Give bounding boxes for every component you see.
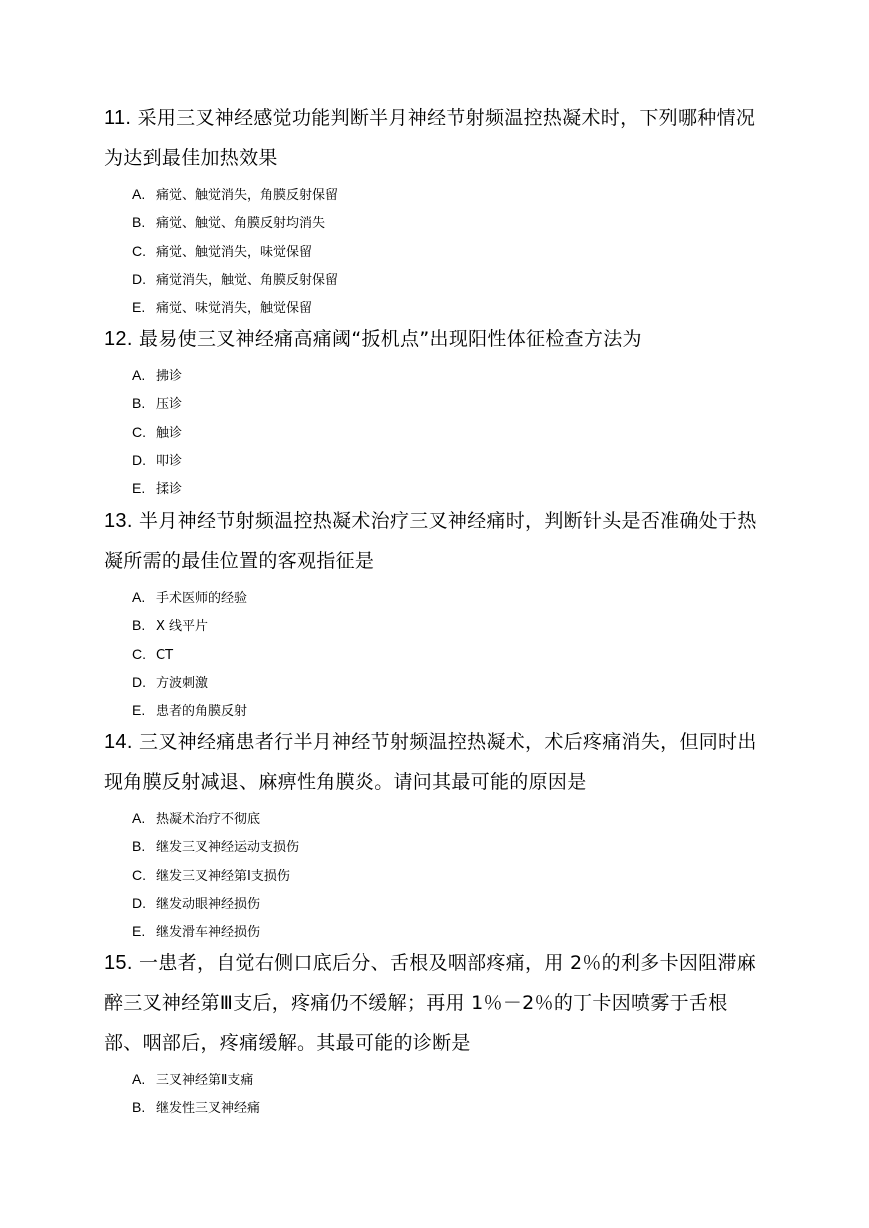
question-text: 一患者，自觉右侧口底后分、舌根及咽部疼痛，用 2％的利多卡因阻滞麻醉三叉神经第Ⅲ支后，疼痛仍不缓解；再用 1％－2％的丁卡因喷雾于舌根部、咽部后，疼痛缓解。其最可能的诊断是 [104,952,757,1054]
option-letter: B. [132,617,146,634]
option-text: 拂诊 [156,369,183,384]
option-list [104,1065,759,1122]
question-12 [104,319,759,502]
option-text: X 线平片 [156,619,209,635]
question-14 [104,722,759,945]
option-text: 痛觉、触觉、角膜反射均消失 [156,216,326,232]
option-list [104,180,759,321]
option-text: 叩诊 [156,453,183,469]
option-c [104,418,759,446]
option-e [104,696,759,724]
question-stem [104,722,759,802]
option-e [104,917,759,945]
option-text: 痛觉消失，触觉、角膜反射保留 [156,272,339,288]
option-d [104,889,759,917]
option-a [104,180,759,208]
question-stem [104,501,759,581]
option-text: 继发动眼神经损伤 [156,896,261,912]
option-letter: B. [132,395,146,412]
question-text: 三叉神经痛患者行半月神经节射频温控热凝术，术后疼痛消失，但同时出现角膜反射减退、麻痹性角膜炎。请问其最可能的原因是 [104,731,757,793]
option-letter: D. [132,270,146,287]
option-a [104,361,759,389]
option-a [104,1065,759,1093]
option-b [104,389,759,417]
option-letter: C. [132,242,146,259]
option-c [104,237,759,265]
option-a [104,804,759,832]
option-letter: E. [132,299,146,316]
option-letter: B. [132,838,146,855]
option-letter: A. [132,1071,146,1087]
option-letter: A. [132,367,146,383]
option-text: 患者的角膜反射 [156,704,248,720]
option-text: 触诊 [156,425,183,441]
option-letter: D. [132,673,146,690]
option-letter: E. [132,480,146,497]
option-list [104,583,759,724]
option-letter: C. [132,423,146,440]
option-letter: E. [132,702,146,719]
option-d [104,668,759,696]
option-text: 压诊 [156,397,183,413]
option-letter: B. [132,214,146,231]
question-11 [104,98,759,321]
option-text: 方波刺激 [156,675,209,691]
option-list [104,361,759,502]
option-letter: B. [132,1099,146,1116]
question-stem [104,319,759,359]
option-text: 继发三叉神经第Ⅰ支损伤 [156,868,290,884]
question-number: 11. [104,107,132,129]
option-text: 继发三叉神经运动支损伤 [156,840,300,856]
question-number: 12. [104,328,133,350]
question-text: 半月神经节射频温控热凝术治疗三叉神经痛时，判断针头是否准确处于热凝所需的最佳位置的客观指征是 [104,510,757,572]
option-b [104,611,759,639]
option-text: 痛觉、触觉消失，角膜反射保留 [156,188,339,203]
option-letter: A. [132,810,146,826]
question-13 [104,501,759,724]
option-b [104,832,759,860]
option-d [104,446,759,474]
option-text: 热凝术治疗不彻底 [156,812,261,827]
option-text: 继发性三叉神经痛 [156,1101,261,1117]
question-number: 15. [104,952,133,974]
option-a [104,583,759,611]
option-b [104,1093,759,1121]
question-text: 最易使三叉神经痛高痛阈“扳机点”出现阳性体征检查方法为 [139,328,642,350]
option-letter: A. [132,186,146,202]
question-15 [104,943,759,1122]
option-b [104,208,759,236]
question-text: 采用三叉神经感觉功能判断半月神经节射频温控热凝术时，下列哪种情况为达到最佳加热效果 [104,107,756,169]
option-letter: A. [132,589,146,605]
option-text: 揉诊 [156,482,183,498]
option-c [104,640,759,668]
option-letter: D. [132,894,146,911]
option-text: 继发滑车神经损伤 [156,925,261,941]
option-list [104,804,759,945]
question-stem [104,943,759,1063]
option-text: CT [156,647,174,663]
option-letter: C. [132,866,146,883]
option-d [104,265,759,293]
question-number: 13. [104,510,133,532]
option-letter: D. [132,451,146,468]
option-e [104,293,759,321]
option-e [104,474,759,502]
option-text: 痛觉、味觉消失，触觉保留 [156,301,313,317]
option-c [104,861,759,889]
option-text: 三叉神经第Ⅱ支痛 [156,1073,254,1088]
option-text: 痛觉、触觉消失，味觉保留 [156,244,313,260]
option-letter: C. [132,645,146,662]
question-number: 14. [104,731,133,753]
option-letter: E. [132,923,146,940]
question-stem [104,98,759,178]
option-text: 手术医师的经验 [156,591,248,606]
